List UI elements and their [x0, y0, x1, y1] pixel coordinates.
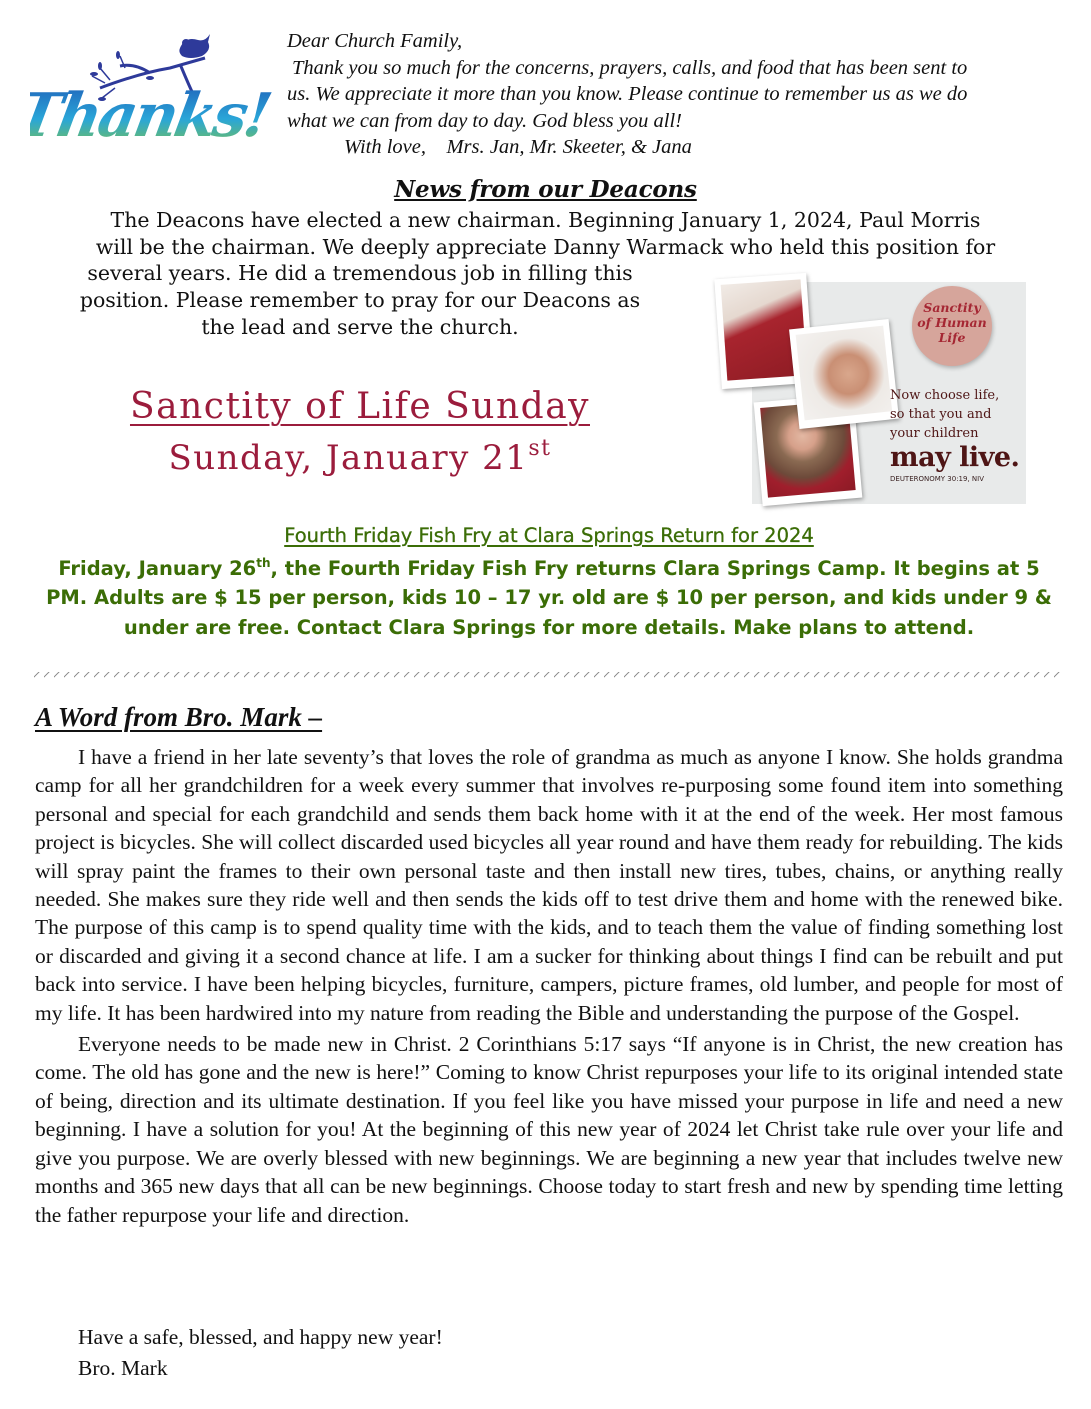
sanctity-of-life-graphic	[712, 274, 1026, 506]
date-suffix: st	[528, 436, 552, 461]
letter-line: Thank you so much for the concerns, prayers, calls, and food that has been sent to	[292, 56, 968, 79]
fish-fry-line: under are free. Contact Clara Springs for more details. Make plans to attend.	[123, 616, 975, 639]
section-divider	[34, 672, 1064, 680]
sanctity-title-text: Sanctity of Life Sunday	[129, 386, 590, 427]
fish-fry-heading: Fourth Friday Fish Fry at Clara Springs Return for 2024	[284, 524, 814, 547]
deacons-line: position. Please remember to pray for our Deacons as	[79, 288, 641, 312]
deacons-line: the lead and serve the church.	[201, 315, 519, 339]
deacons-line: will be the chairman. We deeply appreciate Danny Warmack who held this position for	[95, 235, 996, 259]
fish-fry-line: PM. Adults are $ 15 per person, kids 10 – 17 yr. old are $ 10 per person, and kids under 9 &	[46, 586, 1052, 609]
seal-text: of Human	[917, 315, 987, 330]
thanks-logo	[30, 28, 275, 148]
deacons-heading: News from our Deacons	[394, 176, 697, 203]
letter-line: us. We appreciate it more than you know. Please continue to remember us as we do	[287, 83, 968, 105]
letter-signature	[287, 134, 1077, 161]
article-closing: Have a safe, blessed, and happy new year!	[78, 1325, 443, 1349]
deacons-line: several years. He did a tremendous job in filling this	[87, 261, 633, 285]
letter-signers: Mrs. Jan, Mr. Skeeter, & Jana	[446, 136, 692, 158]
letter-line: what we can from day to day. God bless you all!	[287, 109, 682, 132]
sanctity-date	[0, 436, 720, 478]
bird-on-branch-icon	[30, 28, 275, 148]
article-signature: Bro. Mark	[78, 1356, 168, 1380]
bro-mark-article	[35, 743, 1063, 1380]
fish-fry-line	[0, 556, 1091, 580]
fish-fry-text: , the Fourth Friday Fish Fry returns Clara Springs Camp. It begins at 5	[270, 557, 1040, 580]
deacons-line: The Deacons have elected a new chairman. Beginning January 1, 2024, Paul Morris	[110, 208, 981, 232]
letter-closing: With love,	[344, 136, 426, 158]
thank-you-letter	[287, 28, 1077, 161]
verse-text	[890, 386, 1026, 486]
sanctity-date-text: Sunday, January 21	[168, 438, 529, 478]
seal-text: Sanctity	[923, 300, 981, 315]
thanks-logo-text: Thanks!	[30, 80, 275, 148]
verse-emphasis: may live.	[890, 442, 1020, 473]
article-paragraph: Everyone needs to be made new in Christ. 2 Corinthians 5:17 says “If anyone is in Christ, the new creation has come. The old has gone and the new is here!” Coming to know Christ repurposes your life to its original intended state of being, direction and its ultimate destination. If you feel like you have missed your purpose in life and need a new beginning. I have a solution for you! At the beginning of this new year of 2024 let Christ take rule over your life and give you purpose. We are overly blessed with new beginnings. We are beginning a new year that includes twelve new months and 365 new days that all can be new beginnings. Choose today to start fresh and new by spending time letting the father repurpose your life and direction.	[35, 1032, 1063, 1227]
verse-line: Now choose life,	[890, 388, 1000, 403]
date-suffix: th	[256, 556, 271, 570]
verse-reference: DEUTERONOMY 30:19, NIV	[890, 475, 985, 483]
verse-line: so that you and	[890, 407, 992, 422]
fish-fry-text: Friday, January 26	[58, 557, 257, 580]
bro-mark-heading: A Word from Bro. Mark –	[35, 702, 323, 732]
letter-salutation: Dear Church Family,	[287, 30, 463, 52]
sanctity-heading	[0, 386, 720, 427]
sanctity-seal	[912, 286, 992, 366]
verse-line: your children	[890, 426, 979, 441]
baby-photo	[789, 319, 899, 429]
article-paragraph: I have a friend in her late seventy’s that loves the role of grandma as much as anyone I know. She holds grandma camp for all her grandchildren for a week every summer that involves re-purposing some found item into something personal and special for each grandchild and sends them back home with it at the end of the week. Her most famous project is bicycles. She will collect discarded used bicycles all year round and have them ready for rebuilding. The kids will spray paint the frames to their own personal taste and then install new tires, tubes, chains, or anything really needed. She makes sure they ride well and then sends the kids off to test drive them and home with the renewed bike. The purpose of this camp is to spend quality time with the kids, and to teach them the value of finding something lost or discarded and giving it a second chance at life. I am a sucker for thinking about things I find can be rebuilt and put back into service. I have been helping bicycles, furniture, campers, picture frames, old lumber, and people for most of my life. It has been hardwired into my nature from reading the Bible and understanding the purpose of the Gospel.	[35, 745, 1063, 1025]
seal-text: Life	[938, 330, 966, 345]
